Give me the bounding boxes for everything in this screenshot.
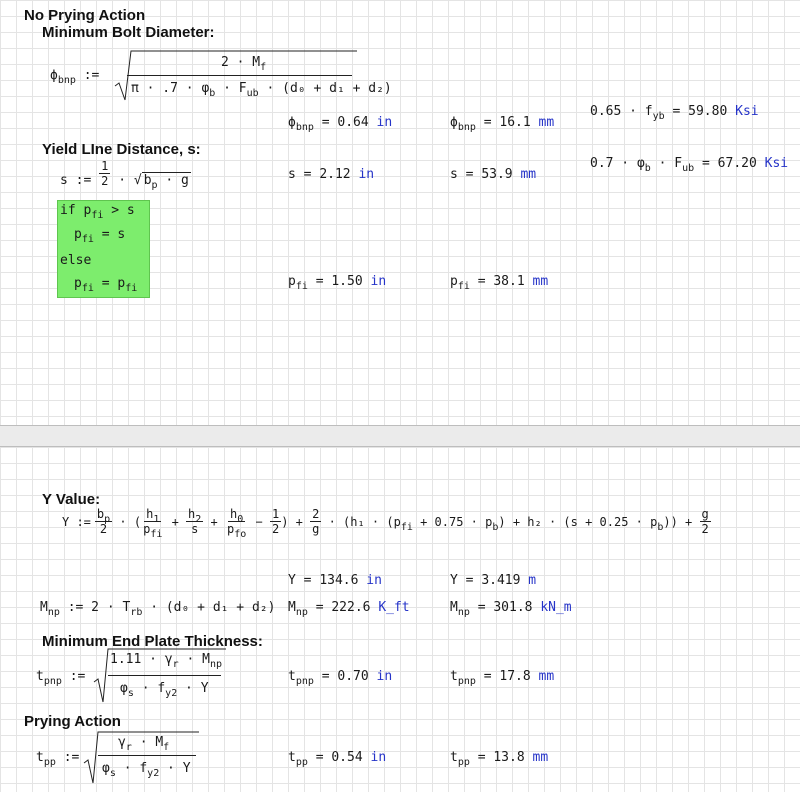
pfi-result-in[interactable]: $p_{fi} = 1.50$ in: [288, 274, 387, 292]
heading-minimum-end-plate-thickness: Minimum End Plate Thickness:: [42, 633, 263, 650]
fraction-bar: [98, 755, 196, 756]
if-line: if $p_{fi} > s$: [60, 203, 135, 221]
heading-no-prying-action: No Prying Action: [24, 7, 146, 24]
fraction-bar: [127, 75, 352, 76]
fyb-result[interactable]: $0.65 \cdot f_{yb} = 59.80$ Ksi: [590, 104, 759, 122]
tpnp-numerator: $1.11 \cdot \gamma_r \cdot M_{np}$: [110, 652, 223, 670]
else-line: else: [60, 253, 92, 268]
radical-sign-icon: √: [133, 173, 142, 188]
bolt-numerator: $2 \cdot M_f$: [221, 55, 267, 73]
tpp-numerator: $\gamma_r \cdot M_f$: [118, 735, 170, 753]
bolt-denominator: $\pi \cdot .7 \cdot \varphi_b \cdot F_{ub} \cdot (d_0 + d_1 + d_2)$: [131, 81, 392, 99]
heading-minimum-bolt-diameter: Minimum Bolt Diameter:: [42, 24, 215, 41]
tpp-result-in[interactable]: $t_{pp} = 0.54$ in: [288, 750, 387, 768]
fub-result[interactable]: $0.7 \cdot \varphi_b \cdot F_{ub} = 67.20$ Ksi: [590, 156, 789, 174]
conditional-program-block[interactable]: [57, 200, 150, 298]
tpnp-denominator: $\varphi_s \cdot f_{y2} \cdot Y$: [120, 681, 209, 699]
fraction-bar: [108, 675, 221, 676]
worksheet-page-2[interactable]: [0, 447, 800, 792]
heading-yield-line-distance: Yield LIne Distance, s:: [42, 141, 201, 158]
mnp-formula[interactable]: $M_{np}$ := $2 \cdot T_{rb} \cdot (d_0 + d_1 + d_2)$: [40, 600, 276, 618]
tpnp-result-in[interactable]: $t_{pnp} = 0.70$ in: [288, 669, 393, 687]
bolt-diameter-formula[interactable]: $\phi_{bnp}$ :=: [50, 68, 100, 86]
else-assign-line: $p_{fi} = p_{fi}$: [74, 276, 138, 294]
page-break: [0, 425, 800, 447]
pfi-result-mm[interactable]: $p_{fi} = 38.1$ mm: [450, 274, 549, 292]
mnp-result-knm[interactable]: $M_{np} = 301.8$ kN_m: [450, 600, 572, 618]
tpp-result-mm[interactable]: $t_{pp} = 13.8$ mm: [450, 750, 549, 768]
assign-operator: :=: [83, 68, 100, 83]
tpp-lhs[interactable]: $t_{pp}$ :=: [36, 750, 80, 768]
bolt-result-in[interactable]: $\phi_{bnp} = 0.64$ in: [288, 115, 393, 133]
tpnp-result-mm[interactable]: $t_{pnp} = 17.8$ mm: [450, 669, 555, 687]
tpnp-lhs[interactable]: $t_{pnp}$ :=: [36, 669, 86, 687]
y-value-formula[interactable]: Y := $\frac{b_p}{2}$ · ( $\frac{h_1}{p_{fi}}$ + $\frac{h_2}{s}$ + $\frac{h_0}{p_{fo}}$ − $\frac{1}{2}$ ) + $\frac{2}{g}$ · $(h_1 \cdot (p_{fi} + 0.75 \cdot p_b) + h_2 \cdot (s + 0.25 \cdot p_b))$ + $\frac{g}{2}$: [62, 507, 709, 540]
heading-y-value: Y Value:: [42, 491, 101, 508]
y-result-in[interactable]: Y = 134.6 in: [288, 573, 382, 588]
then-line: $p_{fi} = s$: [74, 227, 126, 245]
mnp-result-kft[interactable]: $M_{np} = 222.6$ K_ft: [288, 600, 410, 618]
heading-prying-action: Prying Action: [24, 713, 121, 730]
y-result-m[interactable]: Y = 3.419 m: [450, 573, 537, 588]
yield-result-mm[interactable]: s = 53.9 mm: [450, 167, 537, 182]
bolt-lhs: ϕ: [50, 68, 58, 83]
yield-result-in[interactable]: s = 2.12 in: [288, 167, 375, 182]
tpp-denominator: $\varphi_s \cdot f_{y2} \cdot Y$: [102, 761, 191, 779]
bolt-result-mm[interactable]: $\phi_{bnp} = 16.1$ mm: [450, 115, 555, 133]
yield-line-formula[interactable]: s := $\frac{1}{2}$ · √ $b_p \cdot g$: [60, 159, 189, 191]
